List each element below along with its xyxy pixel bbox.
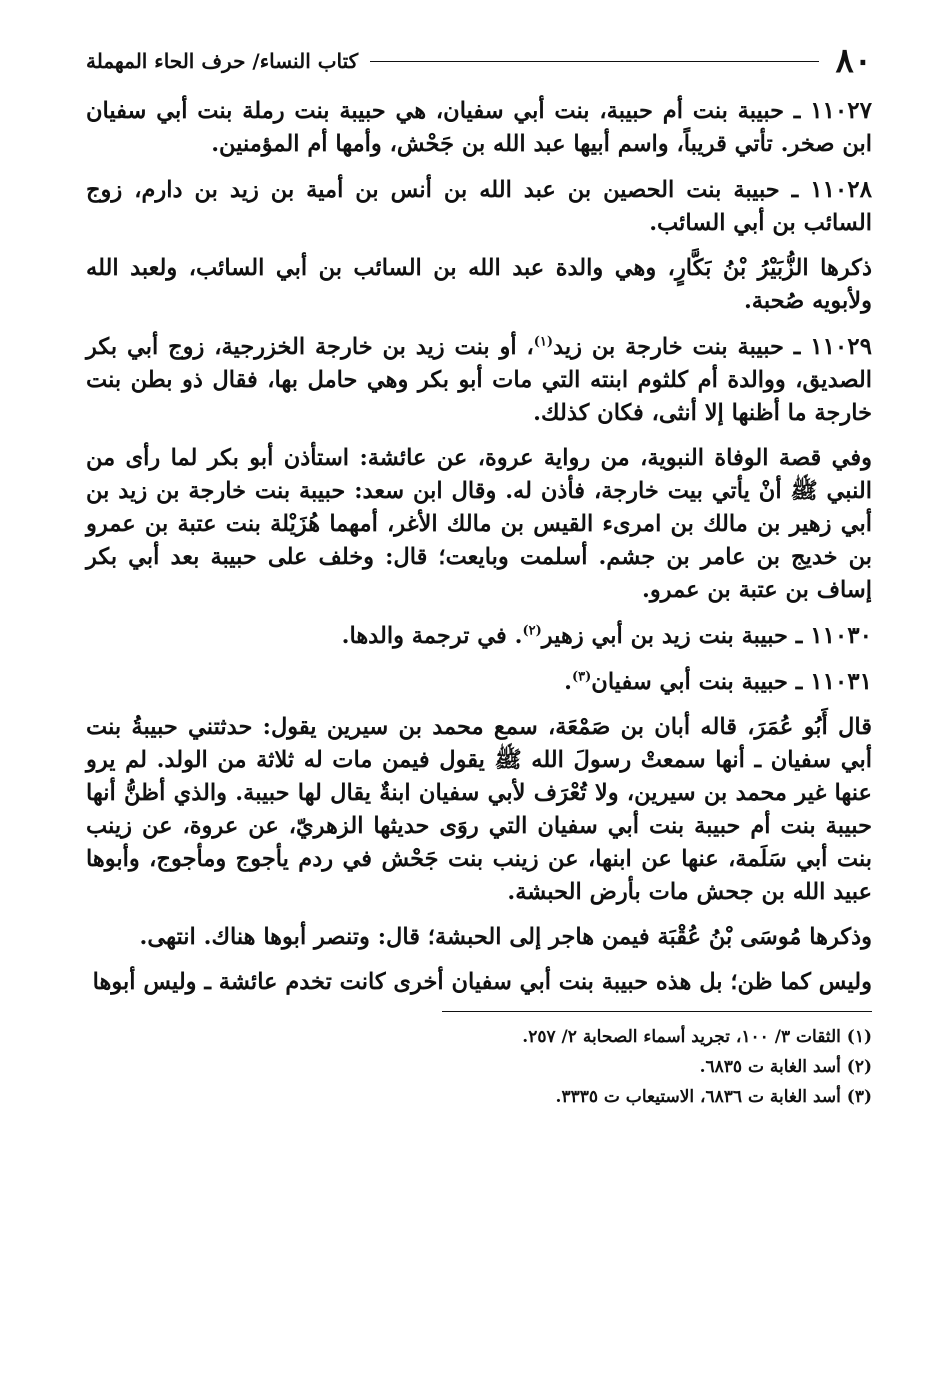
- body-paragraph: [86, 921, 872, 954]
- entry-number: ١١٠٢٧: [810, 97, 872, 124]
- paragraph-text: بن عبد الله بن أنس بن أمية بن زيد بن دارم، زوج السائب بن أبي السائب.: [86, 177, 872, 236]
- paragraph-text: ، أو بنت زيد بن خارجة الخزرجية، زوج أبي بكر الصديق، ووالدة أم كلثوم ابنته التي مات أبو بكر وهي حامل بها، فقال ذو بطن بنت خارجة ما أظنها إلا أنثى، فكان كذلك.: [86, 334, 873, 426]
- entry-dash: ـ: [787, 623, 811, 649]
- entry-name: حبيبة بنت خارجة بن زيد: [553, 334, 784, 360]
- paragraph-text: وفي قصة الوفاة النبوية، من رواية عروة، عن عائشة: استأذن أبو بكر لما رأى من النبي ﷺ أنْ يأتي بيت خارجة، فأذن له. وقال ابن سعد: حبيبة بنت خارجة بن زيد بن أبي زهير بن مالك بن امرىء القيس بن مالك الأغر، أمهما هُزَيْلة بنت عتبة بن عمرو بن خديج بن عامر بن جشم. أسلمت وبايعت؛ قال: وخلف على حبيبة بعد أبي بكر إساف بن عتبة بن عمرو.: [86, 445, 872, 603]
- body-paragraph: [86, 442, 872, 607]
- entry-dash: ـ: [787, 669, 811, 695]
- entry-paragraph: [86, 665, 872, 699]
- entry-name: حبيبة بنت أبي سفيان: [591, 669, 788, 695]
- footnotes: [86, 1022, 872, 1112]
- entry-paragraph: [86, 173, 872, 240]
- footnote-marker[interactable]: (١): [533, 334, 554, 350]
- footnote: (١) الثقات ٣/ ١٠٠، تجريد أسماء الصحابة ٢/ ٢٥٧.: [522, 1027, 872, 1047]
- paragraph-text: . في ترجمة والدها.: [341, 623, 523, 649]
- paragraph-text: وذكرها مُوسَى بْنُ عُقْبَة فيمن هاجر إلى الحبشة؛ قال: وتنصر أبوها هناك. انتهى.: [139, 924, 872, 950]
- entry-dash: ـ: [783, 334, 811, 360]
- footnote-marker[interactable]: (٢): [522, 623, 542, 639]
- entry-paragraph: [86, 619, 872, 653]
- body-paragraph: [86, 711, 872, 909]
- page-number: ٨٠: [835, 41, 872, 81]
- entry-number: ١١٠٢٨: [810, 176, 872, 203]
- entry-dash: ـ: [779, 177, 811, 203]
- body-text: [86, 94, 872, 999]
- entry-number: ١١٠٢٩: [810, 333, 872, 360]
- body-paragraph: [86, 966, 872, 999]
- entry-paragraph: [86, 330, 872, 430]
- page-header: [86, 36, 872, 86]
- running-title: كتاب النساء/ حرف الحاء المهملة: [86, 49, 359, 73]
- footnote: (٢) أسد الغابة ت ٦٨٣٥.: [699, 1057, 872, 1077]
- footnote-marker[interactable]: (٣): [572, 669, 592, 685]
- entry-name: حبيبة بنت زيد بن أبي زهير: [541, 623, 788, 649]
- entry-paragraph: [86, 94, 872, 161]
- paragraph-text: وليس كما ظن؛ بل هذه حبيبة بنت أبي سفيان أخرى كانت تخدم عائشة ـ وليس أبوها: [92, 969, 872, 995]
- entry-name: حبيبة بنت أم حبيبة: [606, 98, 785, 124]
- paragraph-text: قال أَبُو عُمَرَ، قاله أبان بن صَمْعَة، سمع محمد بن سيرين يقول: حدثتني حبيبةُ بنت أبي سفيان ـ أنها سمعتْ رسولَ الله ﷺ يقول فيمن مات له ثلاثة من الولد. لم يرو عنها غير محمد بن سيرين، ولا تُعْرَف لأبي سفيان ابنةٌ يقال لها حبيبة. والذي أظنُّ أنها حبيبة بنت أم حبيبة بنت أبي سفيان التي روَى حديثها الزهريّ، عن عروة، عن زينب بنت أبي سَلَمة، عنها عن ابنها، عن زينب بنت جَحْش في ردم يأجوج ومأجوج، وأبوها عبيد الله بن جحش مات بأرض الحبشة.: [86, 714, 872, 905]
- entry-name: حبيبة بنت الحصين: [603, 177, 780, 203]
- entry-number: ١١٠٣١: [810, 668, 872, 695]
- footnote: (٣) أسد الغابة ت ٦٨٣٦، الاستيعاب ت ٣٣٣٥.: [555, 1087, 872, 1107]
- paragraph-text: ذكرها الزُّبَيْرُ بْنُ بَكَّارٍ، وهي والدة عبد الله بن السائب بن أبي السائب، ولعبد الله ولأبويه صُحبة.: [86, 255, 872, 314]
- entry-dash: ـ: [784, 98, 811, 124]
- body-paragraph: [86, 252, 872, 318]
- paragraph-text: .: [564, 669, 572, 695]
- footnote-separator: [442, 1011, 872, 1012]
- header-rule: [370, 61, 819, 62]
- paragraph-text: ، بنت أبي سفيان، هي حبيبة بنت رملة بنت أبي سفيان ابن صخر. تأتي قريباً، واسم أبيها عبد الله بن جَحْش، وأمها أم المؤمنين.: [86, 98, 872, 157]
- entry-number: ١١٠٣٠: [810, 622, 872, 649]
